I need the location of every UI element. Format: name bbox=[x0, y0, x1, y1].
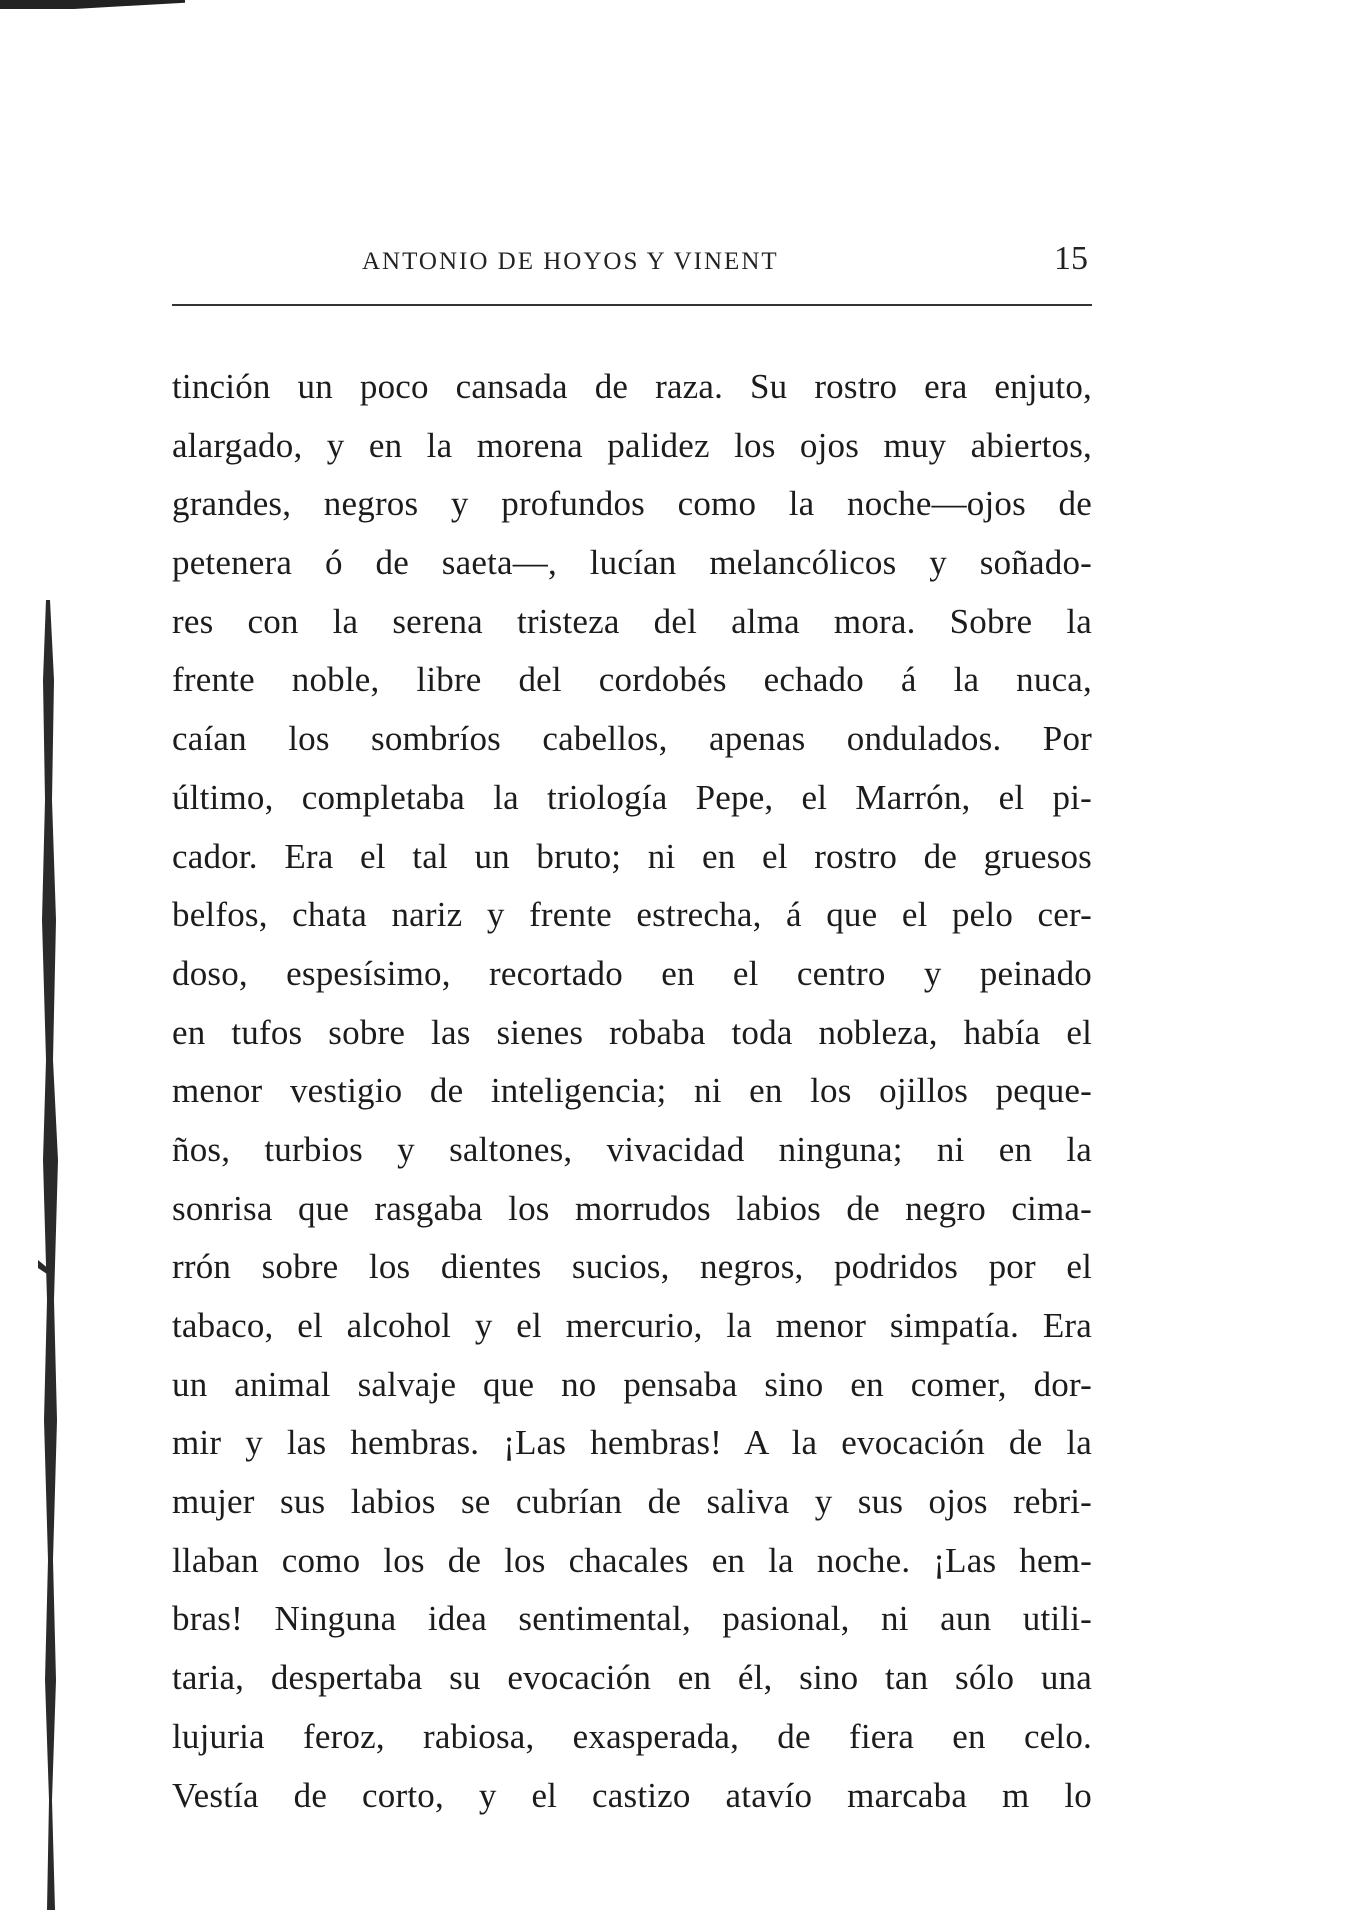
text-line: un animal salvaje que no pensaba sino en comer, dor- bbox=[172, 1364, 1092, 1404]
text-line: taria, despertaba su evocación en él, sino tan sólo una bbox=[172, 1658, 1092, 1698]
binding-shadow bbox=[36, 600, 66, 1910]
text-line: cador. Era el tal un bruto; ni en el rostro de gruesos bbox=[172, 836, 1092, 876]
text-line: lujuria feroz, rabiosa, exasperada, de fiera en celo. bbox=[172, 1716, 1092, 1756]
scan-corner-mark bbox=[0, 0, 185, 9]
text-line: belfos, chata nariz y frente estrecha, á que el pelo cer- bbox=[172, 895, 1092, 935]
text-line: res con la serena tristeza del alma mora. Sobre la bbox=[172, 601, 1092, 641]
text-line: rrón sobre los dientes sucios, negros, podridos por el bbox=[172, 1247, 1092, 1287]
text-line: llaban como los de los chacales en la noche. ¡Las hem- bbox=[172, 1540, 1092, 1580]
text-line: caían los sombríos cabellos, apenas ondulados. Por bbox=[172, 719, 1092, 759]
text-line: menor vestigio de inteligencia; ni en los ojillos peque- bbox=[172, 1071, 1092, 1111]
text-line: sonrisa que rasgaba los morrudos labios de negro cima- bbox=[172, 1188, 1092, 1228]
page-number: 15 bbox=[1054, 240, 1088, 277]
text-line: bras! Ninguna idea sentimental, pasional, ni aun utili- bbox=[172, 1599, 1092, 1639]
text-line: tabaco, el alcohol y el mercurio, la menor simpatía. Era bbox=[172, 1306, 1092, 1345]
text-line: doso, espesísimo, recortado en el centro y peinado bbox=[172, 953, 1092, 993]
text-line: en tufos sobre las sienes robaba toda nobleza, había el bbox=[172, 1012, 1092, 1052]
text-line: último, completaba la triología Pepe, el Marrón, el pi- bbox=[172, 777, 1092, 817]
text-line: ños, turbios y saltones, vivacidad ninguna; ni en la bbox=[172, 1129, 1092, 1169]
text-line: Vestía de corto, y el castizo atavío marcaba m lo bbox=[172, 1775, 1092, 1815]
running-title: ANTONIO DE HOYOS Y VINENT bbox=[362, 248, 779, 275]
text-line: mujer sus labios se cubrían de saliva y sus ojos rebri- bbox=[172, 1482, 1092, 1522]
text-line: mir y las hembras. ¡Las hembras! A la evocación de la bbox=[172, 1423, 1092, 1463]
text-line: petenera ó de saeta—, lucían melancólicos y soñado- bbox=[172, 543, 1092, 583]
body-text bbox=[172, 358, 1092, 1825]
page-header bbox=[172, 240, 1092, 300]
header-rule bbox=[172, 304, 1092, 306]
text-line: frente noble, libre del cordobés echado á la nuca, bbox=[172, 660, 1092, 700]
text-line: tinción un poco cansada de raza. Su rostro era enjuto, bbox=[172, 367, 1092, 406]
text-line: alargado, y en la morena palidez los ojos muy abiertos, bbox=[172, 425, 1092, 465]
text-line: grandes, negros y profundos como la noche—ojos de bbox=[172, 484, 1092, 524]
